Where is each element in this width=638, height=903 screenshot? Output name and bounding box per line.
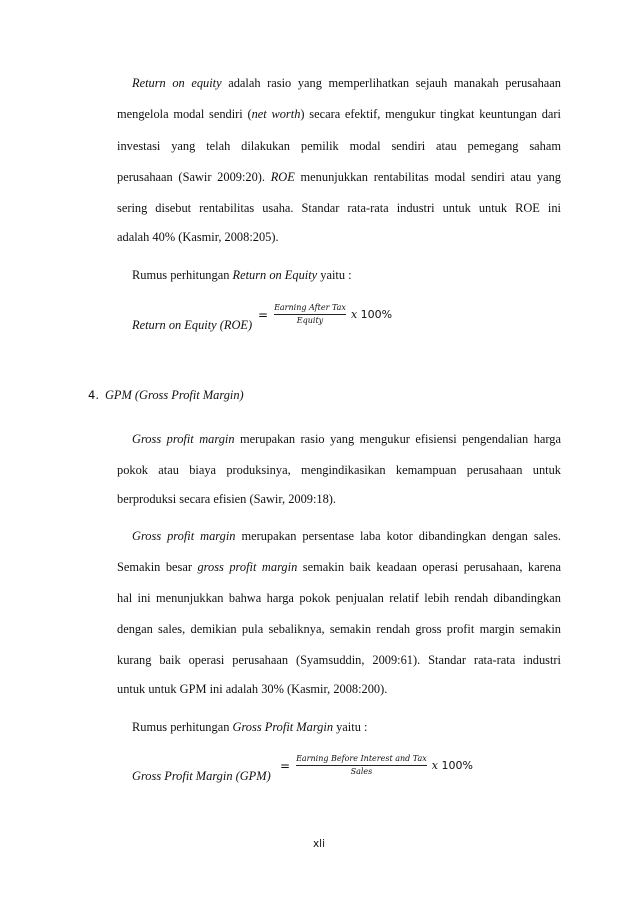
gpm-heading [88, 388, 244, 403]
roe-rumus-intro [132, 267, 561, 283]
times-sign: x [350, 308, 358, 321]
times-sign: x [431, 759, 438, 772]
rumus-text: Rumus perhitungan [132, 268, 233, 282]
roe-text: adalah rasio yang memperlihatkan sejauh manakah perusahaan [221, 76, 561, 90]
rumus-term: Return on Equity [232, 268, 318, 282]
gpm-text: merupakan rasio yang mengukur efisiensi pengendalian harga [234, 432, 561, 446]
rumus-text: yaitu : [317, 268, 352, 282]
roe-formula-label: Return on Equity (ROE) [132, 318, 253, 332]
roe-multiplier [351, 308, 392, 321]
page-number: xli [312, 838, 326, 850]
percent-value: 100% [441, 759, 473, 772]
gpm-numerator: Earning Before Interest and Tax [296, 754, 427, 763]
gpm-term: Gross profit margin [132, 432, 235, 446]
gpm-formula-label: Gross Profit Margin (GPM) [132, 769, 271, 783]
gpm-p2-line-4: dengan sales, demikian pula sebaliknya, semakin rendah gross profit margin semakin [117, 622, 561, 636]
rumus-term: Gross Profit Margin [232, 720, 334, 734]
roe-term: ROE [270, 170, 295, 184]
roe-term: Return on equity [132, 76, 222, 90]
fraction-bar [296, 765, 427, 766]
gpm-p2-line-3: hal ini menunjukkan bahwa harga pokok penjualan relatif lebih rendah dibandingkan [117, 591, 561, 605]
heading-number: 4. [88, 388, 99, 402]
roe-line-2 [117, 106, 561, 122]
roe-line-5: sering disebut rentabilitas usaha. Standar rata-rata industri untuk untuk ROE ini [117, 201, 561, 215]
gpm-p2-line-1 [132, 528, 561, 544]
roe-line-1 [132, 75, 561, 91]
roe-fraction [272, 303, 348, 326]
gpm-text: semakin baik keadaan operasi perusahaan, karena [297, 560, 562, 574]
gpm-p2-line-6: untuk untuk GPM ini adalah 30% (Kasmir, 2008:200). [117, 682, 388, 696]
gpm-text: merupakan persentase laba kotor dibandingkan dengan sales. [235, 529, 562, 543]
equals-sign: = [280, 758, 291, 773]
gpm-text: Semakin besar [117, 560, 198, 574]
heading-text: GPM (Gross Profit Margin) [104, 388, 244, 402]
gpm-p2-line-2 [117, 559, 561, 575]
roe-term: net worth [251, 107, 301, 121]
roe-denominator: Equity [296, 316, 324, 325]
roe-text: menunjukkan rentabilitas modal sendiri atau yang [294, 170, 561, 184]
gpm-multiplier [432, 759, 473, 772]
roe-line-3: investasi yang telah dilakukan pemilik modal sendiri atau pemegang saham [117, 139, 561, 153]
gpm-term: Gross profit margin [132, 529, 236, 543]
gpm-fraction [294, 754, 429, 777]
roe-line-4 [117, 169, 561, 185]
gpm-p2-line-5: kurang baik operasi perusahaan (Syamsuddin, 2009:61). Standar rata-rata industri [117, 653, 561, 667]
fraction-bar [274, 314, 346, 315]
percent-value: 100% [360, 308, 393, 321]
roe-formula [258, 303, 392, 326]
roe-numerator: Earning After Tax [274, 303, 346, 312]
roe-text: ) secara efektif, mengukur tingkat keuntungan dari [300, 107, 561, 121]
gpm-formula [280, 754, 473, 777]
equals-sign: = [258, 307, 269, 322]
gpm-p1-line-1 [132, 431, 561, 447]
rumus-text: Rumus perhitungan [132, 720, 233, 734]
roe-text: perusahaan (Sawir 2009:20). [117, 170, 271, 184]
roe-line-6: adalah 40% (Kasmir, 2008:205). [117, 230, 279, 244]
gpm-p1-line-2: pokok atau biaya produksinya, mengindikasikan kemampuan perusahaan untuk [117, 463, 561, 477]
gpm-p1-line-3: berproduksi secara efisien (Sawir, 2009:18). [117, 492, 337, 506]
gpm-rumus-intro [132, 719, 561, 735]
roe-text: mengelola modal sendiri ( [117, 107, 252, 121]
gpm-denominator: Sales [350, 767, 373, 776]
gpm-term: gross profit margin [197, 560, 298, 574]
rumus-text: yaitu : [333, 720, 368, 734]
